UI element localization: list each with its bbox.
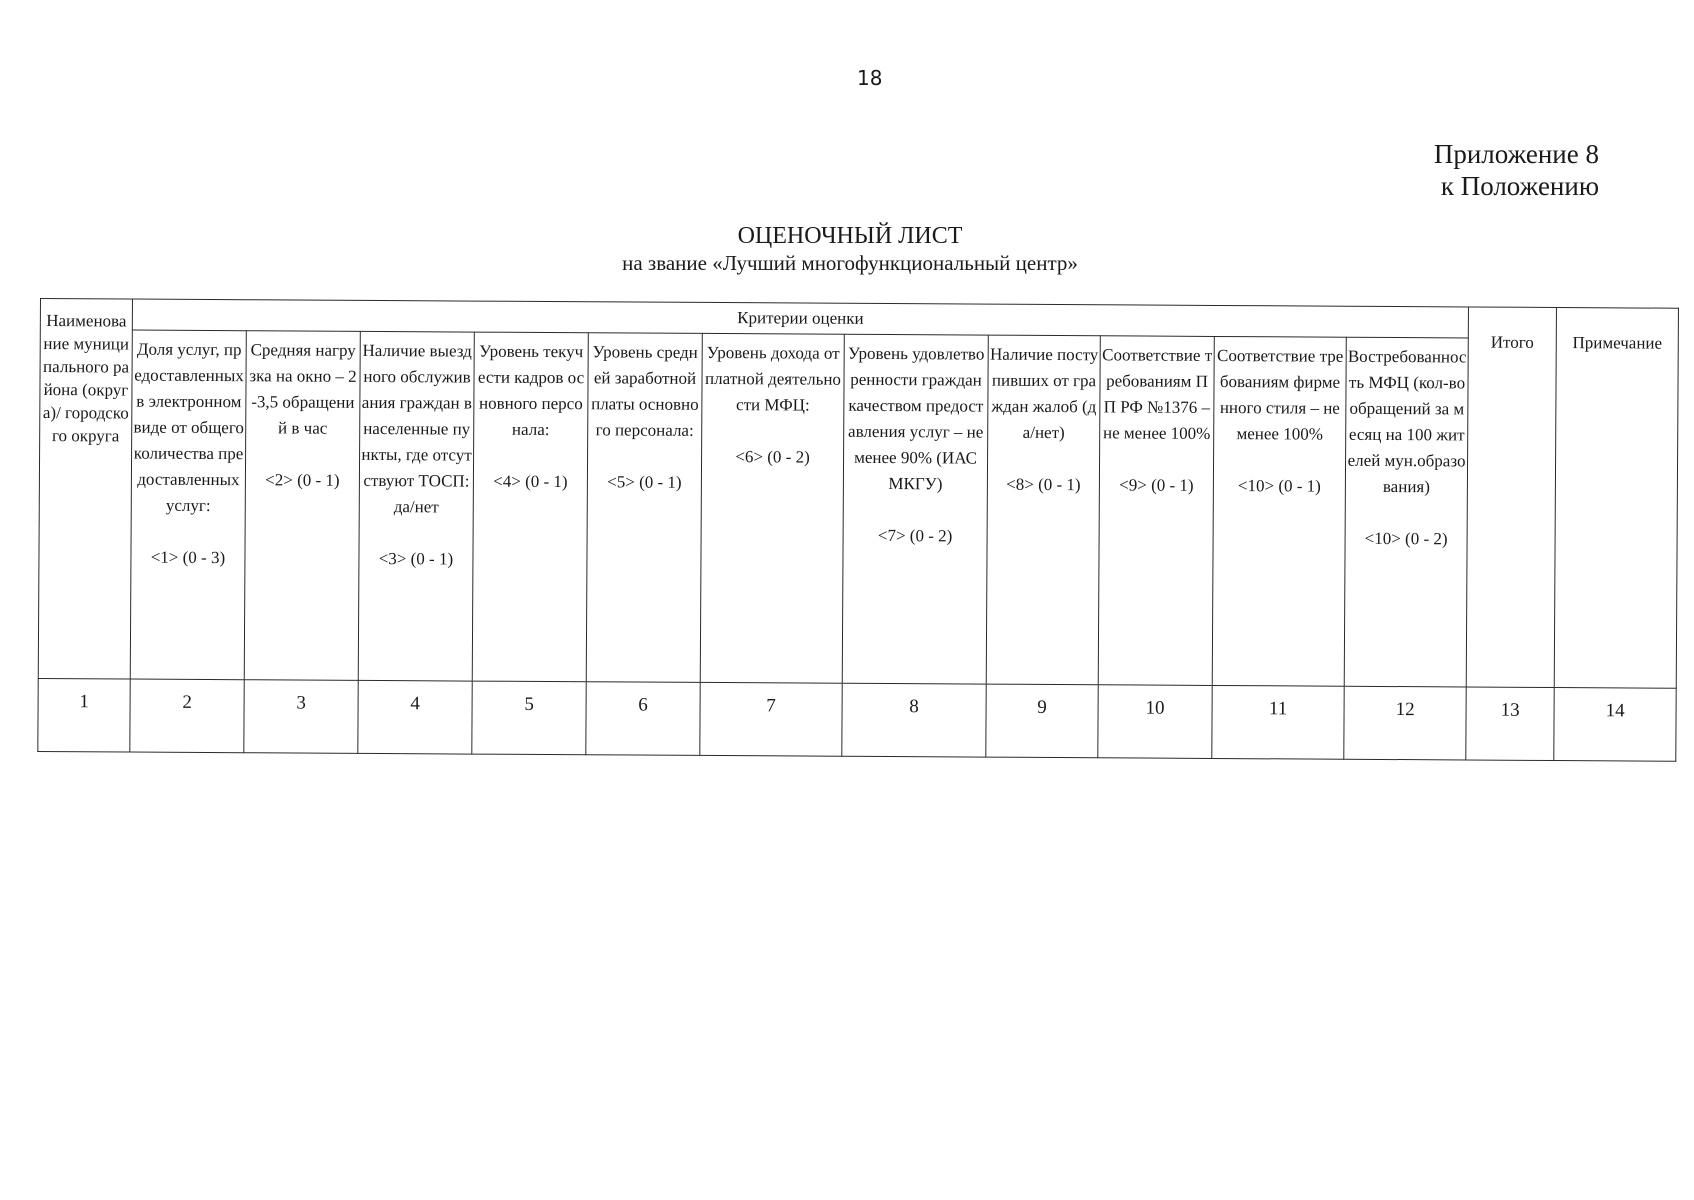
criterion-label: Уровень дохода от платной деятельности МФЦ: <box>705 342 842 415</box>
header-total: Итого <box>1466 307 1556 688</box>
column-number: 9 <box>986 684 1098 758</box>
column-number: 1 <box>38 678 130 752</box>
criterion-cell <box>1212 336 1346 686</box>
column-number: 7 <box>700 682 842 756</box>
criterion-score: <2> (0 - 1) <box>265 470 340 490</box>
criterion-cell <box>244 331 360 681</box>
criterion-cell <box>358 331 474 681</box>
column-number-row <box>38 678 1676 761</box>
column-number: 5 <box>472 681 586 755</box>
header-note: Примечание <box>1554 307 1678 688</box>
criterion-score: <6> (0 - 2) <box>735 447 810 467</box>
criterion-cell <box>1344 337 1468 687</box>
column-number: 6 <box>586 682 700 756</box>
criterion-score: <5> (0 - 1) <box>607 472 682 492</box>
criterion-label: Наличие выездного обслуживания граждан в населенные пункты, где отсутствуют ТОСП: да/нет <box>361 340 473 517</box>
criterion-cell <box>586 333 702 683</box>
criterion-label: Доля услуг, предоставленных в электронном виде от общего количества предоставленных услуг: <box>133 339 244 516</box>
column-number: 8 <box>842 683 986 757</box>
criterion-cell <box>842 334 988 684</box>
appendix-reference <box>1434 138 1599 202</box>
column-number: 2 <box>130 679 244 753</box>
evaluation-table <box>37 298 1679 762</box>
column-number: 13 <box>1466 687 1554 761</box>
criterion-label: Уровень удовлетворенности граждан качеством предоставления услуг – не менее 90% (ИАС МКГУ) <box>847 343 985 494</box>
criterion-cell <box>986 335 1100 685</box>
column-number: 4 <box>358 680 472 754</box>
criterion-label: Уровень текучести кадров основного персонала: <box>477 341 585 440</box>
appendix-line-1: Приложение 8 <box>1433 139 1599 169</box>
criterion-label: Средняя нагрузка на окно – 2-3,5 обращений в час <box>249 340 357 438</box>
criterion-label: Наличие поступивших от граждан жалоб (да/нет) <box>989 344 1099 443</box>
appendix-line-2: к Положению <box>1440 171 1599 201</box>
criterion-score: <3> (0 - 1) <box>378 549 454 569</box>
header-municipality: Наименование муниципального района (округа)/ городского округа <box>38 299 132 680</box>
criterion-cell <box>130 330 246 680</box>
column-number: 14 <box>1554 687 1676 761</box>
title-main: ОЦЕНОЧНЫЙ ЛИСТ <box>737 223 963 249</box>
criterion-score: <1> (0 - 3) <box>150 547 226 568</box>
column-number: 3 <box>244 680 358 754</box>
criterion-cell <box>472 332 588 682</box>
criterion-score: <7> (0 - 2) <box>877 525 953 546</box>
column-number: 10 <box>1098 685 1212 759</box>
header-row-criteria <box>38 330 1678 689</box>
criterion-label: Соответствие требованиям фирменного стиля – не менее 100% <box>1216 345 1344 444</box>
criterion-score: <4> (0 - 1) <box>493 471 568 492</box>
criterion-score: <10> (0 - 2) <box>1364 528 1448 549</box>
criterion-score: <9> (0 - 1) <box>1119 475 1194 495</box>
criterion-score: <8> (0 - 1) <box>1006 474 1081 495</box>
title-subtitle: на звание «Лучший многофункциональный центр» <box>622 251 1078 275</box>
page-number: 18 <box>857 66 883 90</box>
column-number: 11 <box>1212 685 1344 759</box>
criterion-score: <10> (0 - 1) <box>1237 476 1321 496</box>
column-number: 12 <box>1344 686 1466 760</box>
criterion-cell <box>1098 336 1214 686</box>
document-title <box>300 222 1400 276</box>
evaluation-sheet <box>37 298 1678 762</box>
header-criteria: Критерии оценки <box>132 299 1468 338</box>
criterion-label: Соответствие требованиям ПП РФ №1376 – не менее 100% <box>1102 345 1213 443</box>
criterion-label: Уровень средней заработной платы основного персонала: <box>591 342 699 440</box>
criterion-cell <box>700 333 844 683</box>
criterion-label: Востребованность МФЦ (кол-во обращений за месяц на 100 жителей мун.образования) <box>1347 346 1467 497</box>
